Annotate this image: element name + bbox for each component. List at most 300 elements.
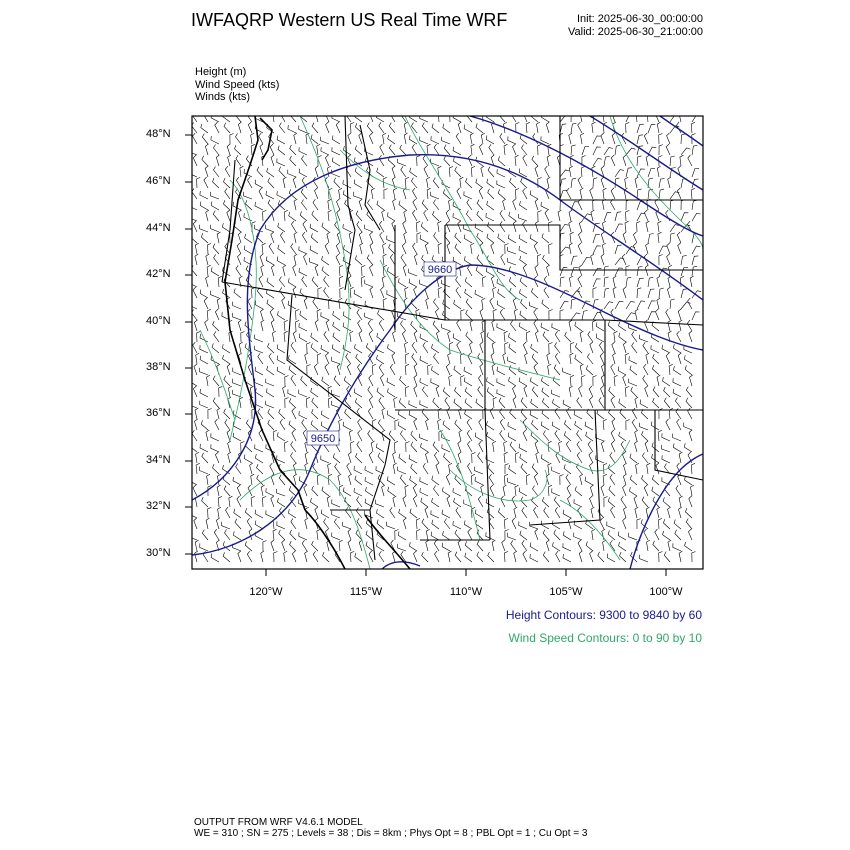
wind-barb: [405, 287, 409, 298]
wind-barb: [479, 419, 483, 430]
wind-barb: [679, 320, 682, 331]
wind-barb: [266, 379, 274, 386]
wind-barb: [377, 355, 385, 364]
wind-barb: [400, 431, 406, 442]
wind-barb: [637, 288, 641, 298]
wind-barb: [312, 409, 318, 419]
wind-barb: [277, 257, 285, 265]
wind-barb: [343, 422, 351, 430]
wind-barb: [315, 320, 318, 331]
wind-barb: [635, 309, 638, 320]
wind-barb: [311, 333, 318, 342]
wind-barb: [471, 166, 475, 177]
wind-barb: [233, 368, 241, 375]
wind-barb: [378, 420, 384, 431]
wind-barb: [291, 518, 296, 529]
wind-barb: [492, 342, 495, 353]
wind-barb: [274, 552, 278, 563]
wind-barb: [482, 298, 486, 309]
wind-barb: [292, 551, 296, 562]
wind-barb: [602, 364, 605, 375]
wind-barb: [478, 496, 483, 507]
wind-barb: [389, 123, 395, 133]
wind-barb: [426, 529, 429, 540]
wind-barb: [390, 507, 395, 518]
wind-barb: [354, 192, 363, 199]
wind-barb: [379, 122, 384, 133]
wind-barb: [591, 254, 594, 265]
wind-barb: [195, 419, 198, 430]
wind-barb: [236, 134, 242, 145]
wind-barb: [365, 225, 373, 232]
wind-barb: [673, 344, 681, 353]
wind-barb: [222, 223, 230, 232]
wind-barb: [563, 400, 571, 408]
wind-barb: [434, 200, 440, 211]
wind-barb: [369, 452, 373, 463]
wind-barb: [255, 335, 263, 342]
wind-barb: [686, 398, 692, 408]
wind-barb: [359, 540, 362, 551]
wind-barb: [322, 377, 329, 386]
wind-barb: [328, 463, 332, 474]
wind-barb: [224, 486, 230, 496]
wind-barb: [519, 521, 527, 529]
wind-barb: [488, 464, 494, 474]
wind-barb: [432, 476, 439, 485]
wind-barb: [610, 474, 615, 485]
wind-barb: [574, 499, 582, 507]
wind-barb: [659, 246, 667, 254]
wind-barb: [387, 411, 395, 419]
wind-barb: [552, 390, 560, 397]
wind-barb: [549, 343, 553, 354]
wind-barb: [413, 188, 418, 199]
wind-barb: [282, 540, 285, 551]
wind-barb: [658, 221, 662, 232]
wind-barb: [324, 331, 329, 342]
wind-barb: [500, 133, 505, 144]
wind-barb: [208, 507, 212, 518]
wind-barb: [228, 441, 231, 452]
wind-barb: [692, 246, 700, 254]
wind-barb: [405, 485, 409, 496]
wind-barb: [311, 233, 318, 243]
wind-barb: [294, 474, 297, 485]
wind-barb: [213, 211, 219, 221]
wind-barb: [560, 310, 564, 320]
wind-barb: [267, 300, 274, 309]
wind-barb: [465, 289, 472, 298]
wind-barb: [387, 290, 395, 298]
wind-barb: [604, 288, 609, 298]
wind-barb: [425, 243, 428, 254]
wind-barb: [560, 179, 566, 188]
wind-barb: [425, 507, 428, 518]
wind-barb: [607, 554, 615, 562]
wind-barb: [367, 123, 373, 133]
wind-barb: [549, 244, 553, 255]
wind-barb: [454, 300, 461, 309]
wind-barb: [368, 320, 373, 331]
wind-barb: [481, 331, 484, 342]
wind-barb: [439, 431, 443, 441]
wind-barb: [637, 519, 641, 529]
wind-barb: [493, 441, 496, 452]
wind-barb: [442, 180, 450, 188]
wind-barb: [412, 144, 417, 155]
wind-barb: [533, 486, 539, 497]
wind-barb: [565, 332, 571, 342]
wind-barb: [644, 133, 648, 144]
wind-barb: [433, 321, 439, 331]
wind-barb: [398, 159, 406, 166]
wind-barb: [317, 309, 321, 320]
wind-barb: [291, 375, 296, 386]
wind-barb: [500, 221, 505, 232]
contour-label-9660: [424, 262, 456, 276]
wind-barb: [577, 452, 582, 463]
wind-barb: [611, 188, 615, 199]
wind-barb: [255, 367, 263, 375]
wind-barb: [635, 397, 638, 408]
wind-barb: [193, 485, 197, 496]
wind-barb: [321, 137, 329, 144]
wind-barb: [560, 301, 569, 309]
wind-barb: [609, 486, 615, 496]
wind-barb: [644, 210, 648, 221]
wind-barb: [434, 232, 439, 243]
wind-barb: [580, 364, 583, 375]
wind-barb: [200, 345, 208, 353]
wind-barb: [238, 254, 242, 265]
wind-barb: [457, 342, 461, 353]
wind-barb: [387, 236, 395, 244]
wind-barb: [196, 353, 200, 364]
wind-barb: [647, 540, 650, 551]
wind-barb: [582, 311, 588, 321]
wind-barb: [200, 202, 208, 211]
wind-barb: [402, 331, 406, 342]
wind-barb: [536, 452, 539, 463]
wind-barb: [261, 320, 264, 331]
wind-barb: [508, 247, 517, 254]
wind-barb: [435, 551, 440, 562]
wind-barb: [311, 498, 319, 507]
wind-barb: [681, 302, 691, 309]
wind-barb: [629, 533, 637, 540]
height-contour-legend: Height Contours: 9300 to 9840 by 60: [505, 608, 702, 622]
wind-barb: [563, 510, 571, 518]
wind-barb: [261, 265, 264, 276]
wind-barb: [470, 320, 473, 331]
wind-barb: [384, 189, 388, 199]
wind-barb: [692, 256, 698, 265]
wind-barb: [339, 298, 343, 309]
wind-barb: [328, 210, 332, 221]
wind-barb: [434, 144, 439, 155]
wind-barb: [673, 378, 681, 386]
wind-barb: [637, 266, 642, 276]
wind-barb: [387, 378, 395, 386]
wind-barb: [351, 441, 355, 452]
wind-barb: [423, 463, 428, 474]
wind-barb: [532, 387, 538, 397]
wind-barb: [578, 276, 582, 287]
wind-barb: [247, 551, 252, 562]
wind-barb: [532, 420, 539, 430]
wind-barb: [552, 422, 560, 431]
wind-barb: [512, 496, 516, 507]
wind-barb: [338, 474, 341, 485]
wind-barb: [592, 122, 596, 133]
wind-barb: [515, 155, 519, 166]
wind-barb: [266, 256, 274, 265]
wind-barb: [477, 255, 483, 265]
wind-barb: [465, 541, 472, 551]
wind-barb: [498, 289, 505, 298]
wind-barb: [619, 399, 626, 408]
wind-barb: [189, 401, 197, 408]
wind-barb: [445, 397, 450, 408]
wind-barb: [579, 232, 583, 243]
wind-barb: [337, 199, 341, 210]
wind-barb: [344, 497, 351, 507]
wind-barb: [497, 301, 505, 309]
wind-barb: [432, 520, 439, 529]
wind-barb: [411, 321, 417, 331]
wind-barb: [268, 178, 274, 188]
wind-barb: [268, 420, 274, 430]
wind-barb: [299, 169, 307, 177]
wind-barb: [673, 443, 681, 452]
wind-barb: [569, 320, 572, 331]
wind-barb: [692, 200, 697, 210]
wind-barb: [663, 497, 670, 507]
wind-barb: [677, 331, 681, 342]
wind-barb: [542, 410, 549, 420]
wind-barb: [508, 533, 516, 540]
wind-barb: [464, 256, 472, 265]
wind-barb: [317, 353, 321, 364]
wind-barb: [433, 398, 439, 408]
wind-barb: [283, 265, 286, 276]
wind-speed-contours: [200, 116, 703, 569]
wind-barb: [515, 188, 519, 199]
wind-barb: [590, 485, 593, 496]
wind-barb: [457, 320, 461, 331]
wind-barb: [611, 364, 615, 375]
variable-height: Height (m): [195, 66, 247, 78]
lat-tick-label: 40°N: [146, 315, 171, 327]
wind-barb: [456, 276, 461, 287]
wind-barb: [196, 463, 200, 474]
wind-barb: [228, 386, 231, 397]
wind-barb: [446, 221, 450, 232]
variable-wind-speed: Wind Speed (kts): [195, 78, 280, 91]
wind-barb: [284, 320, 288, 331]
wind-barb: [679, 496, 682, 507]
wind-barb: [642, 475, 649, 485]
wind-barb: [648, 234, 654, 244]
wind-barb: [611, 199, 616, 210]
wind-barb: [213, 244, 219, 254]
wind-barb: [237, 485, 241, 496]
wind-barb: [657, 507, 660, 518]
wind-barb: [413, 496, 417, 507]
wind-barb: [235, 112, 241, 123]
wind-barb: [453, 157, 461, 166]
wind-barb: [599, 342, 604, 353]
wind-barb: [676, 485, 681, 496]
wind-barb: [538, 211, 542, 222]
wind-barb: [236, 463, 241, 474]
wind-barb: [302, 200, 308, 211]
wind-barb: [277, 432, 285, 441]
wind-barb: [487, 387, 494, 397]
wind-barb: [659, 288, 664, 298]
wind-barb: [663, 377, 671, 386]
wind-barb: [615, 268, 623, 276]
wind-barb: [667, 254, 670, 265]
wind-barb: [615, 245, 622, 254]
wind-barb: [575, 322, 582, 331]
wind-barb: [521, 497, 527, 507]
wind-barb: [255, 379, 263, 387]
wind-barb: [591, 210, 594, 221]
wind-barb: [458, 221, 461, 232]
wind-barb: [294, 254, 297, 265]
wind-barb: [343, 323, 351, 332]
wind-barb: [464, 191, 472, 199]
wind-barb: [394, 397, 398, 408]
wind-barb: [520, 256, 527, 265]
wind-barb: [255, 180, 263, 188]
wind-barb: [390, 364, 395, 375]
wind-barb: [200, 401, 208, 408]
wind-barb: [420, 137, 428, 145]
wind-barb: [241, 332, 245, 343]
wind-barb: [218, 276, 222, 287]
wind-barb: [477, 552, 483, 562]
wind-barb: [455, 167, 461, 177]
wind-barb: [692, 266, 697, 276]
wind-barb: [692, 168, 699, 177]
wind-barb: [379, 155, 384, 166]
wind-barb: [511, 540, 516, 551]
wind-barb: [278, 245, 285, 254]
wind-barb: [634, 496, 637, 507]
wind-barb: [193, 342, 197, 353]
wind-barb: [279, 123, 285, 134]
wind-barb: [409, 400, 417, 408]
wind-barb: [337, 210, 340, 221]
wind-barb: [344, 376, 351, 386]
wind-barb: [255, 388, 263, 397]
wind-barb: [681, 134, 685, 144]
wind-barb: [501, 496, 505, 507]
wind-barb: [239, 210, 242, 221]
wind-barb: [356, 508, 362, 519]
wind-barb: [450, 112, 454, 123]
wind-barb: [520, 531, 527, 540]
wind-barb: [490, 485, 494, 496]
wind-barb: [215, 452, 219, 463]
wind-barb: [225, 188, 230, 199]
wind-barb: [248, 298, 252, 309]
wind-barb: [569, 166, 572, 177]
wind-barb: [678, 353, 681, 364]
wind-barb: [414, 331, 417, 342]
wind-barb: [303, 221, 307, 232]
wind-barb: [575, 487, 582, 497]
wind-barb: [366, 542, 373, 551]
wind-barb: [468, 463, 473, 474]
wind-barb: [646, 155, 649, 166]
wind-barb: [245, 234, 252, 243]
wind-barb: [318, 288, 322, 299]
wind-barb: [684, 423, 692, 430]
wind-barb: [604, 148, 613, 156]
wind-barb: [515, 452, 519, 463]
wind-barb: [401, 321, 407, 332]
wind-barb: [637, 221, 641, 232]
footer-line-1: OUTPUT FROM WRF V4.6.1 MODEL: [194, 817, 363, 828]
lat-tick-label: 30°N: [146, 547, 171, 559]
wind-barb: [211, 114, 219, 122]
wind-barb: [420, 280, 428, 287]
wind-barb: [504, 518, 508, 529]
wind-barb: [394, 441, 398, 452]
wind-barb: [436, 463, 439, 474]
wind-barb: [535, 331, 538, 342]
wind-barb: [197, 331, 201, 342]
wind-barb: [692, 145, 697, 155]
wind-barb: [526, 331, 530, 342]
wind-barb: [255, 445, 263, 453]
wind-barb: [656, 309, 660, 320]
wind-barb: [601, 232, 604, 243]
wind-barb: [509, 344, 516, 353]
wind-barb: [387, 212, 395, 221]
wind-barb: [223, 552, 230, 562]
wind-barb: [222, 344, 230, 353]
wind-barb: [354, 290, 362, 298]
wind-barb: [602, 199, 605, 210]
wind-barb: [312, 211, 318, 221]
wind-barb: [432, 498, 439, 507]
wind-barb: [522, 145, 528, 156]
wind-barb: [588, 441, 593, 452]
wind-barb: [438, 221, 442, 232]
wind-barb: [388, 388, 396, 397]
wind-barb: [635, 441, 638, 452]
wind-barb: [393, 188, 397, 199]
wind-barb: [667, 243, 670, 254]
wind-barb: [687, 320, 692, 331]
wind-barb: [556, 551, 560, 562]
wind-barb: [312, 123, 318, 133]
wind-barb: [530, 554, 538, 562]
wind-barb: [332, 147, 340, 155]
wind-barb: [644, 364, 649, 375]
wind-barb: [317, 474, 321, 485]
wind-barb: [228, 155, 231, 166]
wind-barb: [278, 223, 285, 232]
wind-barb: [560, 170, 569, 177]
wind-barb: [200, 191, 208, 199]
wind-barb: [305, 551, 308, 562]
